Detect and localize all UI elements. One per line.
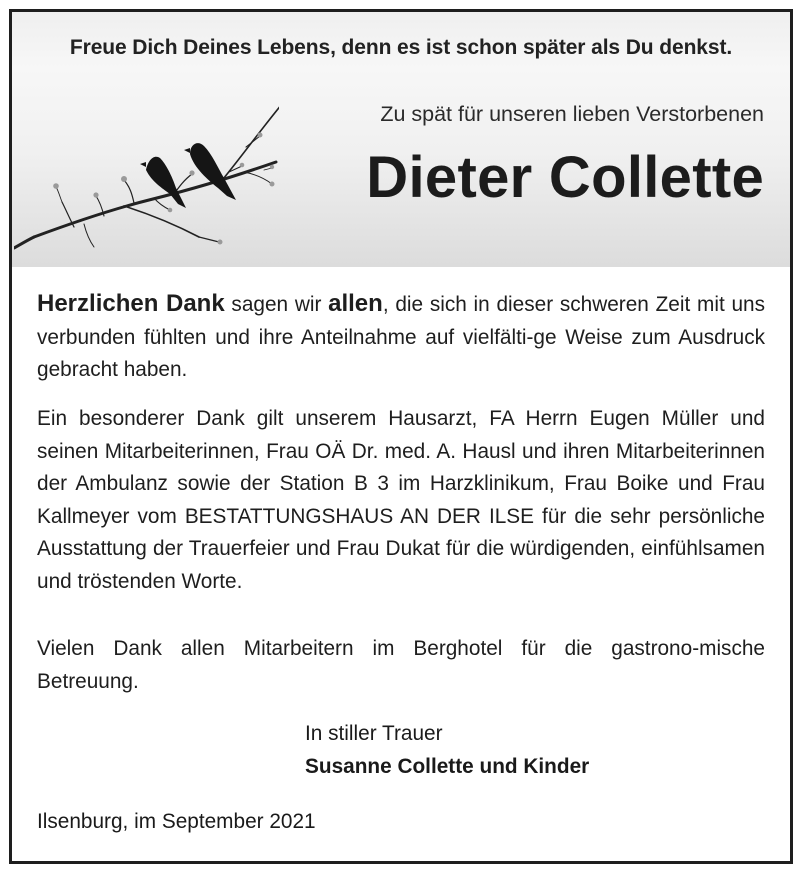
obituary-card <box>9 9 793 864</box>
deceased-name: Dieter Collette <box>366 145 764 210</box>
subtitle: Zu spät für unseren lieben Verstorbenen <box>380 102 764 126</box>
thanks-paragraph-3: Vielen Dank allen Mitarbeitern im Berghotel für die gastrono-mische Betreuung. <box>37 637 765 693</box>
signature-line-1: In stiller Trauer <box>305 722 443 745</box>
branch-icon <box>14 104 279 248</box>
thanks-lead-bold: Herzlichen Dank <box>37 290 225 317</box>
thanks-paragraph-1 <box>37 288 765 387</box>
thanks-paragraph-1-text: , die sich in dieser schweren Zeit mit uns verbunden fühlten und ihre Anteilnahme auf vielfälti-ge Weise zum Ausdruck gebracht haben. <box>37 293 765 381</box>
thanks-lead-text: sagen wir <box>224 293 329 316</box>
thanks-paragraph-2: Ein besonderer Dank gilt unserem Hausarzt, FA Herrn Eugen Müller und seinen Mitarbeiterinnen, Frau OÄ Dr. med. A. Hausl und ihren Mitarbeiterinnen der Ambulanz sowie der Station B 3 im Harzklinikum, Frau Boike und Frau Kallmeyer vom BESTATTUNGSHAUS AN DER ILSE für die sehr persönliche Ausstattung der Trauerfeier und Frau Dukat für die würdigenden, einfühlsamen und tröstenden Worte. <box>37 407 765 593</box>
motto: Freue Dich Deines Lebens, denn es ist schon später als Du denkst. <box>69 36 733 59</box>
header-panel <box>12 12 790 267</box>
thanks-allen-bold: allen <box>328 290 383 317</box>
branch-with-birds-illustration <box>14 92 279 262</box>
signature-line-2: Susanne Collette und Kinder <box>305 755 590 778</box>
place-and-date: Ilsenburg, im September 2021 <box>37 810 316 833</box>
signature-block <box>305 717 589 783</box>
